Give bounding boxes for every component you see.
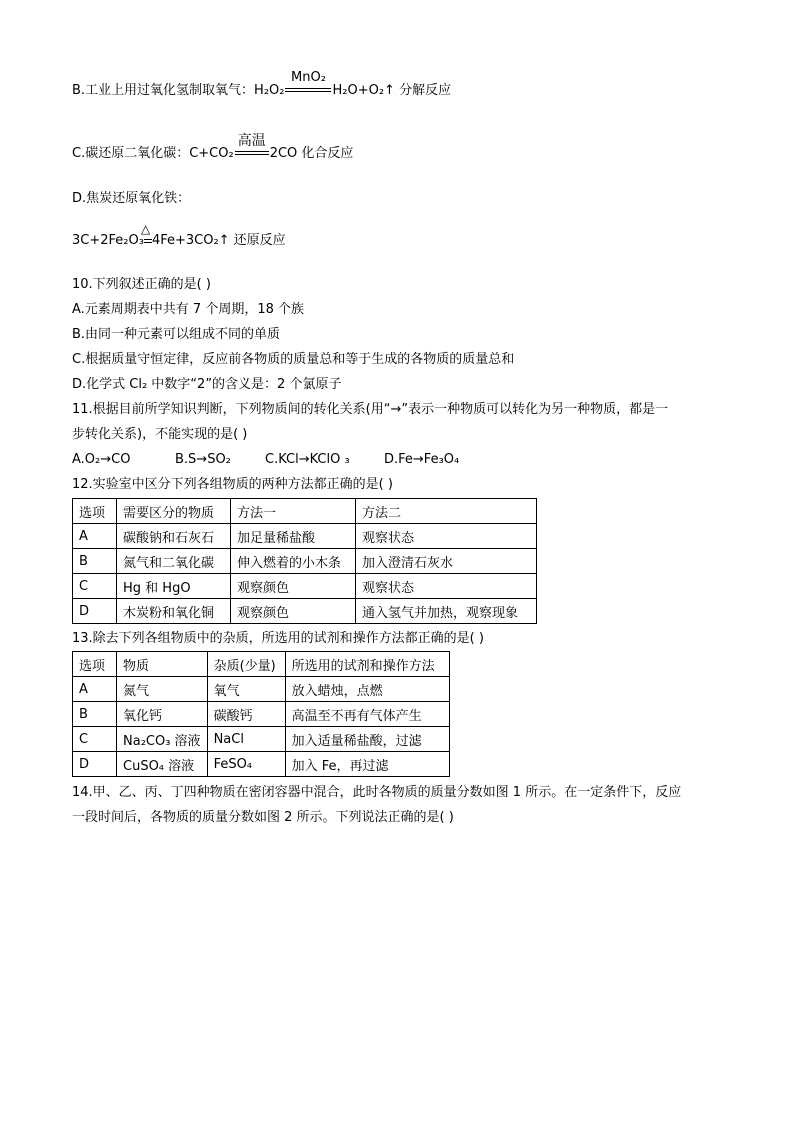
header-cell: 方法一 <box>231 499 356 524</box>
table-row <box>73 677 450 702</box>
table-cell: 加足量稀盐酸 <box>231 524 356 549</box>
table-row <box>73 752 450 777</box>
option-b-equation <box>72 69 452 100</box>
table-row <box>73 524 537 549</box>
equals-sign <box>285 69 331 97</box>
table-row <box>73 702 450 727</box>
table-cell: 氮气和二氧化碳 <box>117 549 231 574</box>
option-c-equation <box>72 132 354 163</box>
table-cell: A <box>73 524 117 549</box>
table-cell: CuSO₄ 溶液 <box>117 752 208 777</box>
option-d-equation <box>72 221 286 250</box>
header-cell: 方法二 <box>356 499 537 524</box>
q11-stem-line1: 11.根据目前所学知识判断，下列物质间的转化关系(用“→”表示一种物质可以转化为另一种物质，都是一 <box>72 402 669 417</box>
table-cell: FeSO₄ <box>207 752 285 777</box>
table-cell: 伸入燃着的小木条 <box>231 549 356 574</box>
table-cell: 氧气 <box>207 677 285 702</box>
option-d-title: D.焦炭还原氧化铁： <box>72 191 191 206</box>
table-cell: C <box>73 574 117 599</box>
table-cell: 氮气 <box>117 677 208 702</box>
option-c-suffix: 2CO 化合反应 <box>269 146 354 161</box>
q13-table <box>72 651 450 777</box>
option-d-suffix: 4Fe+3CO₂↑ 还原反应 <box>151 233 286 248</box>
table-row <box>73 549 537 574</box>
table-row <box>73 727 450 752</box>
table-cell: 加入适量稀盐酸，过滤 <box>285 727 449 752</box>
q11-option-b: B.S→SO₂ <box>175 452 231 467</box>
q10-option-a: A.元素周期表中共有 7 个周期，18 个族 <box>72 302 305 317</box>
table-cell: NaCl <box>207 727 285 752</box>
table-cell: 放入蜡烛，点燃 <box>285 677 449 702</box>
equals-sign <box>235 132 269 160</box>
table-cell: 氧化钙 <box>117 702 208 727</box>
table-cell: B <box>73 702 117 727</box>
q11-stem-line2: 步转化关系)，不能实现的是( ) <box>72 427 248 442</box>
table-row <box>73 599 537 624</box>
q11-option-c: C.KCl→KClO ₃ <box>265 452 350 467</box>
table-cell: 木炭粉和氧化铜 <box>117 599 231 624</box>
equals-sign <box>140 221 152 246</box>
table-cell: B <box>73 549 117 574</box>
table-cell: 加入 Fe，再过滤 <box>285 752 449 777</box>
table-cell: Na₂CO₃ 溶液 <box>117 727 208 752</box>
heat-symbol: △ <box>140 221 151 236</box>
header-cell: 物质 <box>117 652 208 677</box>
q14-stem-line1: 14.甲、乙、丙、丁四种物质在密闭容器中混合，此时各物质的质量分数如图 1 所示。在一定条件下，反应 <box>72 785 682 800</box>
q13-stem: 13.除去下列各组物质中的杂质，所选用的试剂和操作方法都正确的是( ) <box>72 631 484 646</box>
header-cell: 选项 <box>73 652 117 677</box>
table-cell: 观察颜色 <box>231 599 356 624</box>
table-header-row <box>73 499 537 524</box>
table-cell: 碳酸钙 <box>207 702 285 727</box>
option-b-suffix: H₂O+O₂↑ 分解反应 <box>332 83 452 98</box>
condition-label: 高温 <box>237 132 266 149</box>
header-cell: 所选用的试剂和操作方法 <box>285 652 449 677</box>
table-cell: 观察状态 <box>356 574 537 599</box>
q10-option-c: C.根据质量守恒定律，反应前各物质的质量总和等于生成的各物质的质量总和 <box>72 352 515 367</box>
q10-option-b: B.由同一种元素可以组成不同的单质 <box>72 327 281 342</box>
option-d-prefix: 3C+2Fe₂O₃ <box>72 233 144 248</box>
q12-table <box>72 498 537 624</box>
q10-stem: 10.下列叙述正确的是( ) <box>72 277 211 292</box>
table-cell: 碳酸钠和石灰石 <box>117 524 231 549</box>
table-row <box>73 574 537 599</box>
header-cell: 需要区分的物质 <box>117 499 231 524</box>
q11-option-d: D.Fe→Fe₃O₄ <box>384 452 460 467</box>
table-cell: 观察状态 <box>356 524 537 549</box>
table-cell: A <box>73 677 117 702</box>
q10-option-d: D.化学式 Cl₂ 中数字“2”的含义是：2 个氯原子 <box>72 377 342 392</box>
table-cell: D <box>73 599 117 624</box>
table-cell: 高温至不再有气体产生 <box>285 702 449 727</box>
option-b-prefix: B.工业上用过氧化氢制取氧气：H₂O₂ <box>72 83 285 98</box>
q14-stem-line2: 一段时间后，各物质的质量分数如图 2 所示。下列说法正确的是( ) <box>72 810 454 825</box>
table-cell: C <box>73 727 117 752</box>
table-cell: 通入氢气并加热，观察现象 <box>356 599 537 624</box>
header-cell: 杂质(少量) <box>207 652 285 677</box>
q12-stem: 12.实验室中区分下列各组物质的两种方法都正确的是( ) <box>72 477 393 492</box>
table-cell: 加入澄清石灰水 <box>356 549 537 574</box>
table-header-row <box>73 652 450 677</box>
table-cell: Hg 和 HgO <box>117 574 231 599</box>
q11-option-a: A.O₂→CO <box>72 452 131 467</box>
table-cell: D <box>73 752 117 777</box>
header-cell: 选项 <box>73 499 117 524</box>
catalyst-label: MnO₂ <box>291 69 326 85</box>
table-cell: 观察颜色 <box>231 574 356 599</box>
option-c-prefix: C.碳还原二氧化碳：C+CO₂ <box>72 146 234 161</box>
